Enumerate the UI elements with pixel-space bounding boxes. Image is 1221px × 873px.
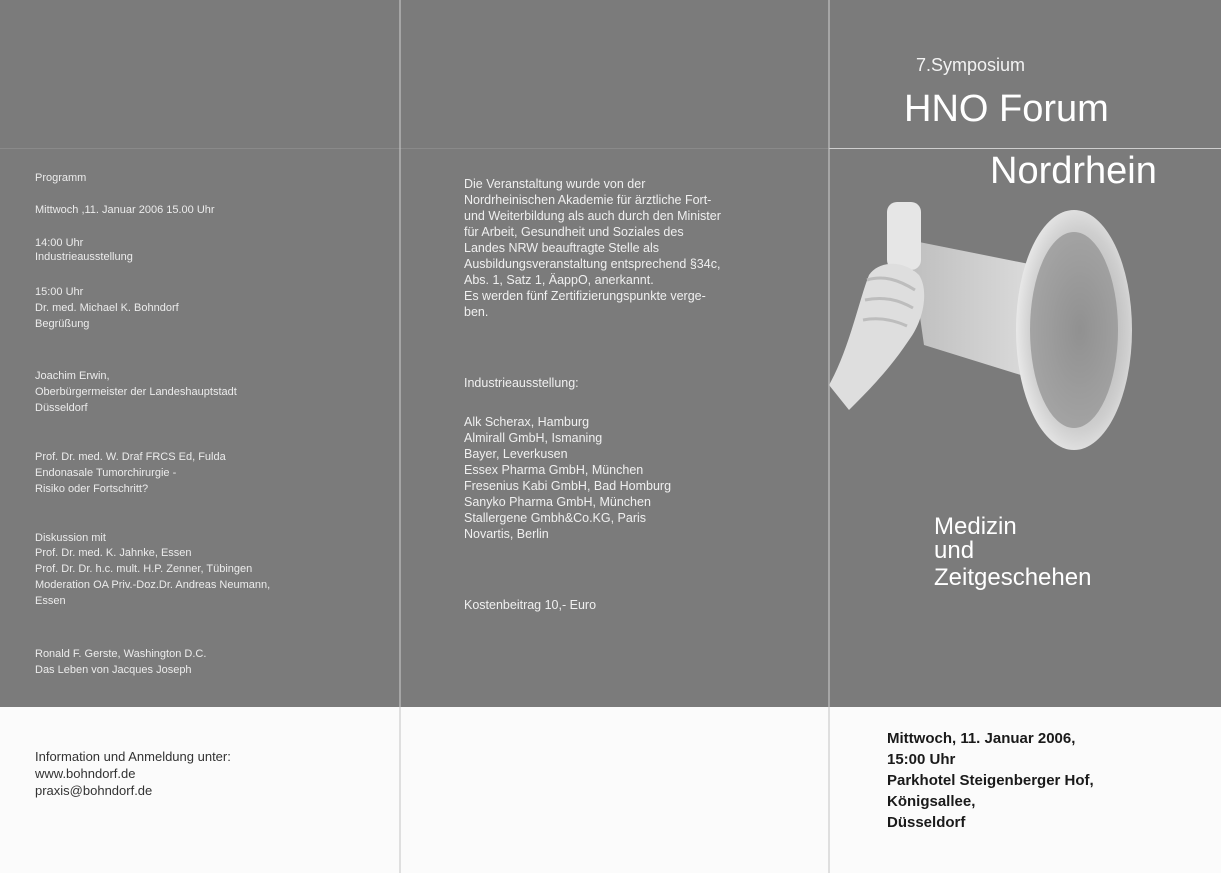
- item-line: Moderation OA Priv.-Doz.Dr. Andreas Neumann,: [35, 579, 271, 591]
- event-city: Düsseldorf: [887, 814, 966, 831]
- item-line: Risiko oder Fortschritt?: [35, 483, 149, 495]
- item-line: Diskussion mit: [35, 532, 106, 544]
- theme-line-2: und: [934, 537, 975, 564]
- text-line: Nordrheinischen Akademie für ärztliche Fort-: [464, 193, 712, 207]
- exhibitor-item: Essex Pharma GmbH, München: [464, 463, 644, 477]
- fee-text: Kostenbeitrag 10,- Euro: [464, 598, 597, 612]
- program-date: Mittwoch ,11. Januar 2006 15.00 Uhr: [35, 204, 215, 216]
- program-panel: [0, 0, 400, 873]
- text-line: Es werden fünf Zertifizierungspunkte verge-: [464, 289, 706, 303]
- text-line: Ausbildungsveranstaltung entsprechend §34c,: [464, 257, 721, 271]
- event-date: Mittwoch, 11. Januar 2006,: [887, 730, 1076, 747]
- item-line: Ronald F. Gerste, Washington D.C.: [35, 648, 207, 660]
- item-line: Prof. Dr. med. K. Jahnke, Essen: [35, 547, 192, 559]
- theme-line-1: Medizin: [934, 513, 1017, 540]
- item-line: Begrüßung: [35, 318, 90, 330]
- exhibitor-item: Bayer, Leverkusen: [464, 447, 568, 461]
- item-line: Oberbürgermeister der Landeshauptstadt: [35, 386, 237, 398]
- title-line-1: HNO Forum: [904, 88, 1109, 130]
- fold-line: [399, 0, 401, 873]
- megaphone-handle: [887, 202, 921, 270]
- item-line: Essen: [35, 595, 66, 607]
- website-link[interactable]: www.bohndorf.de: [35, 766, 136, 781]
- event-venue: Parkhotel Steigenberger Hof,: [887, 772, 1094, 789]
- item-line: Düsseldorf: [35, 402, 88, 414]
- divider-line: [0, 148, 400, 149]
- info-panel: [400, 0, 829, 873]
- exhibitor-item: Fresenius Kabi GmbH, Bad Homburg: [464, 479, 672, 493]
- item-line: Joachim Erwin,: [35, 370, 110, 382]
- divider-line: [400, 148, 829, 149]
- cover-panel: [829, 0, 1221, 873]
- exhibitor-item: Sanyko Pharma GmbH, München: [464, 495, 651, 509]
- text-line: Landes NRW beauftragte Stelle als: [464, 241, 660, 255]
- item-line: Endonasale Tumorchirurgie -: [35, 467, 177, 479]
- title-line-2: Nordrhein: [990, 150, 1157, 192]
- exhibitor-item: Novartis, Berlin: [464, 527, 549, 541]
- divider-line: [829, 148, 1221, 149]
- item-line: Prof. Dr. Dr. h.c. mult. H.P. Zenner, Tübingen: [35, 563, 253, 575]
- item-line: Prof. Dr. med. W. Draf FRCS Ed, Fulda: [35, 451, 226, 463]
- text-line: und Weiterbildung als auch durch den Minister: [464, 209, 721, 223]
- text-line: Die Veranstaltung wurde von der: [464, 177, 646, 191]
- item-line: Das Leben von Jacques Joseph: [35, 664, 192, 676]
- item-line: 15:00 Uhr: [35, 286, 84, 298]
- exhibition-heading: Industrieausstellung:: [464, 376, 579, 390]
- item-line: 14:00 Uhr: [35, 237, 84, 249]
- white-background: [400, 707, 829, 873]
- item-line: Industrieausstellung: [35, 251, 133, 263]
- event-street: Königsallee,: [887, 793, 976, 810]
- text-line: ben.: [464, 305, 489, 319]
- symposium-label: 7.Symposium: [916, 55, 1026, 75]
- exhibitor-item: Almirall GmbH, Ismaning: [464, 431, 603, 445]
- email-link[interactable]: praxis@bohndorf.de: [35, 783, 153, 798]
- program-heading: Programm: [35, 172, 87, 184]
- megaphone-image: [829, 180, 1221, 480]
- text-line: für Arbeit, Gesundheit und Soziales des: [464, 225, 684, 239]
- theme-line-3: Zeitgeschehen: [934, 564, 1092, 591]
- exhibitor-item: Stallergene Gmbh&Co.KG, Paris: [464, 511, 647, 525]
- text-line: Abs. 1, Satz 1, ÄappO, anerkannt.: [464, 273, 654, 287]
- info-heading: Information und Anmeldung unter:: [35, 749, 231, 764]
- item-line: Dr. med. Michael K. Bohndorf: [35, 302, 179, 314]
- event-time: 15:00 Uhr: [887, 751, 956, 768]
- exhibitor-item: Alk Scherax, Hamburg: [464, 415, 590, 429]
- fold-line: [828, 0, 830, 873]
